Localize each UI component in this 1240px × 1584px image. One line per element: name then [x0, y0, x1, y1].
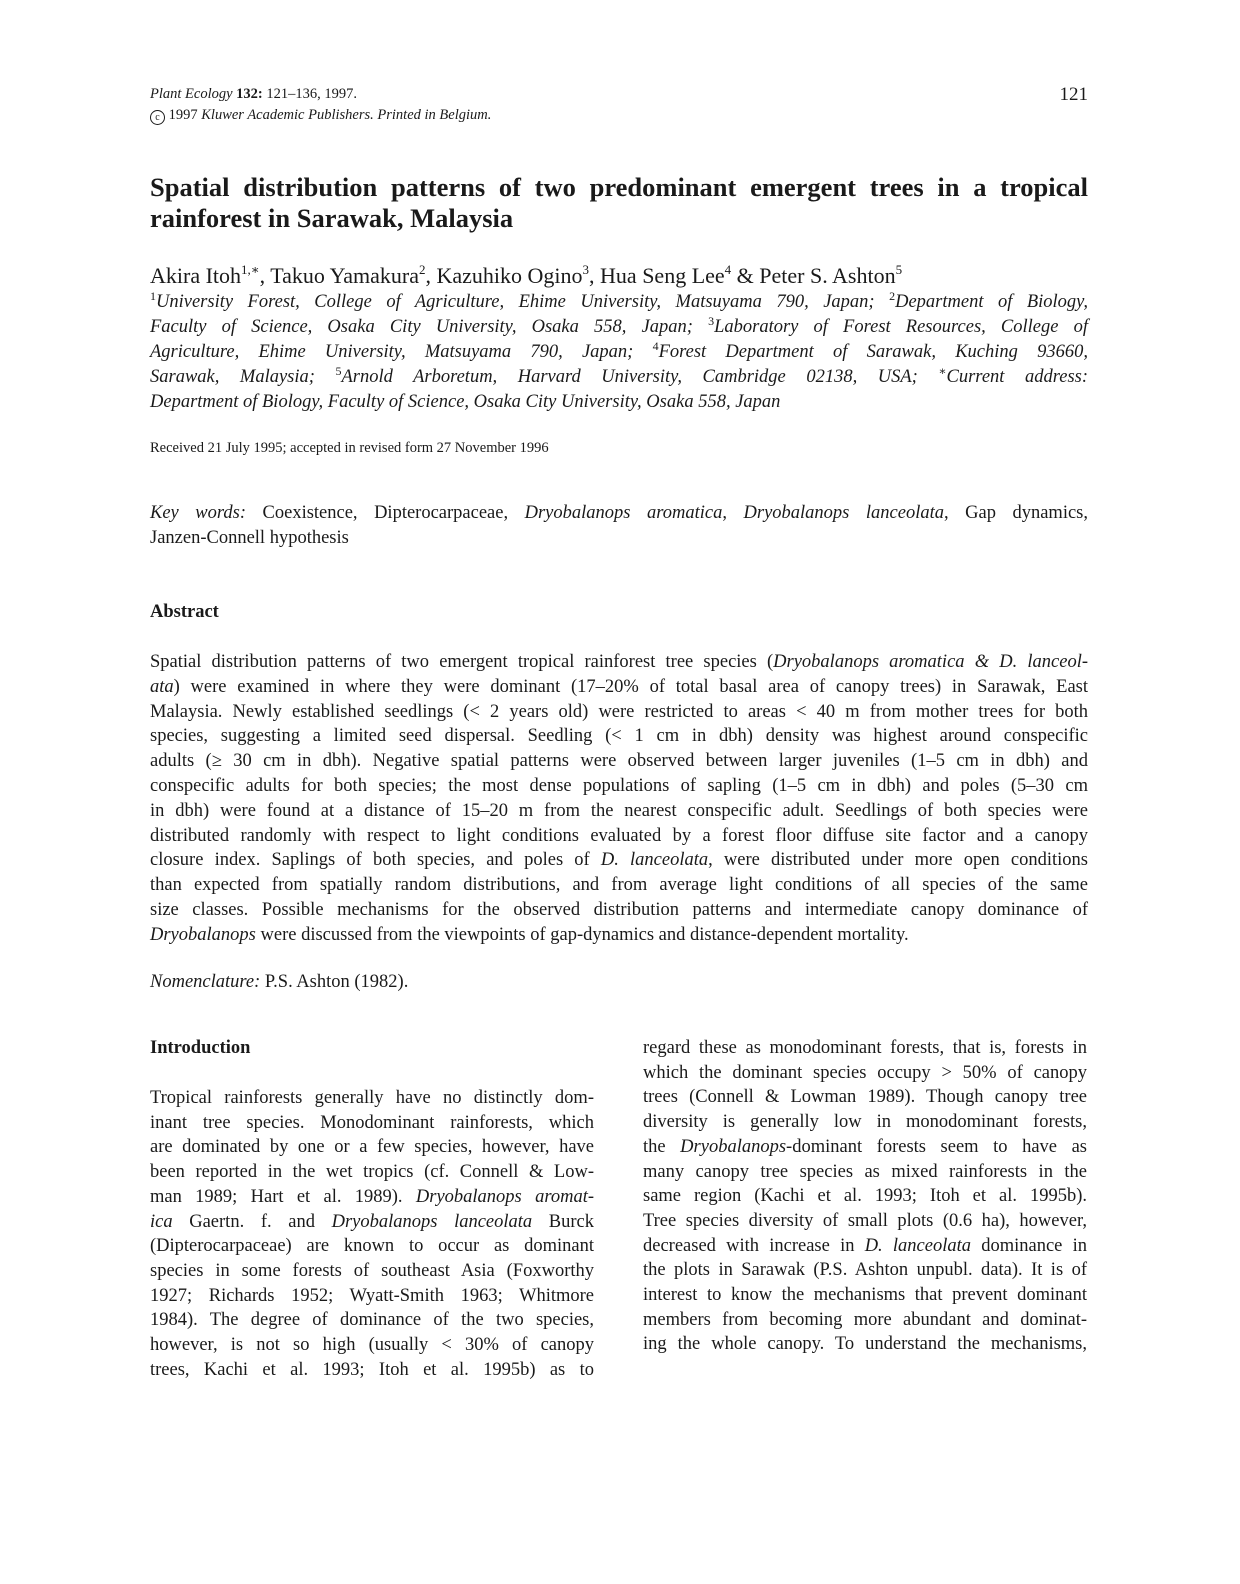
text-run: ata	[150, 676, 174, 697]
nomenclature-label: Nomenclature:	[150, 972, 261, 992]
text-run: dominance in	[971, 1235, 1087, 1256]
text-line	[150, 1259, 594, 1284]
text-run: 1984). The degree of dominance of the two species,	[150, 1310, 594, 1331]
text-line	[150, 315, 1088, 340]
text-run: trees (Connell & Lowman 1989). Though canopy tree	[643, 1087, 1087, 1108]
publisher: Kluwer Academic Publishers.	[201, 107, 374, 123]
introduction-heading: Introduction	[150, 1038, 251, 1058]
text-run: Dryobalanops aromatica & D. lanceol-	[773, 652, 1088, 672]
text-run: ing the whole canopy. To understand the mechanisms,	[643, 1334, 1087, 1355]
text-run: , Gap dynamics,	[943, 503, 1088, 523]
text-line	[150, 340, 1088, 365]
keywords-line	[150, 501, 1088, 526]
text-line	[643, 1036, 1087, 1061]
text-run: man 1989; Hart et al. 1989).	[150, 1186, 416, 1207]
text-line	[643, 1184, 1087, 1209]
text-run: inant tree species. Monodominant rainforests, which	[150, 1112, 594, 1133]
text-line	[643, 1332, 1087, 1357]
author-separator: ,	[589, 263, 601, 288]
text-run: been reported in the wet tropics (cf. Connell & Low-	[150, 1162, 594, 1183]
text-run: size classes. Possible mechanisms for the observed distribution patterns and intermediate canopy dominance of	[150, 899, 1088, 920]
title-line-1: Spatial distribution patterns of two predominant emergent trees in a tropical	[150, 172, 1088, 202]
text-run: Gaertn. f. and	[172, 1211, 332, 1232]
author-name: Akira Itoh	[150, 263, 242, 288]
author-name: Peter S. Ashton	[759, 263, 896, 288]
text-run: Agriculture, Ehime University, Matsuyama 790, Japan;	[150, 342, 653, 362]
text-run: Burck	[532, 1211, 594, 1232]
text-run: ∗	[938, 364, 947, 378]
text-line	[150, 1210, 594, 1235]
author-affiliation-mark: 1,∗	[241, 262, 260, 277]
text-line	[150, 724, 1088, 749]
text-line	[150, 1086, 594, 1111]
keywords-label: Key words:	[150, 503, 246, 523]
text-run: University Forest, College of Agriculture, Ehime University, Matsuyama 790, Japan;	[156, 292, 890, 312]
text-line	[150, 1284, 594, 1309]
text-line	[150, 898, 1088, 923]
text-run: 1	[150, 289, 156, 303]
text-line	[643, 1209, 1087, 1234]
text-run: 2	[889, 289, 896, 303]
text-line	[150, 700, 1088, 725]
text-run: species in some forests of southeast Asia (Foxworthy	[150, 1260, 594, 1281]
text-line	[150, 650, 1088, 675]
text-run: Janzen-Connell hypothesis	[150, 528, 349, 548]
journal-pages: 121–136, 1997.	[266, 86, 358, 102]
journal-volume: 132:	[236, 86, 263, 102]
copyright-year: 1997	[168, 107, 198, 123]
text-run: (Dipterocarpaceae) are known to occur as dominant	[150, 1236, 594, 1257]
text-run: conspecific adults for both species; the most dense populations of sapling (1–5 cm in dbh) and poles (5–30 cm	[150, 775, 1088, 796]
text-run: same region (Kachi et al. 1993; Itoh et al. 1995b).	[643, 1186, 1087, 1207]
text-line	[150, 1135, 594, 1160]
text-run: Department of Biology,	[895, 292, 1088, 312]
text-line	[150, 1111, 594, 1136]
text-run: Arnold Arboretum, Harvard University, Cambridge 02138, USA;	[341, 367, 939, 387]
copyright-line	[150, 105, 491, 126]
text-line	[150, 923, 1088, 948]
nomenclature	[150, 970, 408, 995]
text-line	[643, 1135, 1087, 1160]
journal-name: Plant Ecology	[150, 86, 233, 102]
text-run: ) were examined in where they were dominant (17–20% of total basal area of canopy trees) in Sarawak, East	[173, 676, 1088, 697]
text-run: trees, Kachi et al. 1993; Itoh et al. 1995b) as to	[150, 1359, 594, 1380]
text-line	[150, 1333, 594, 1358]
text-line	[150, 1185, 594, 1210]
text-line	[150, 774, 1088, 799]
affiliations	[150, 290, 1088, 415]
text-run: the plots in Sarawak (P.S. Ashton unpubl. data). It is of	[643, 1260, 1087, 1281]
text-run: Department of Biology, Faculty of Science, Osaka City University, Osaka 558, Japan	[150, 392, 781, 412]
text-run: 5	[335, 364, 342, 378]
text-line	[643, 1160, 1087, 1185]
text-run: Dryobalanops lanceolata	[331, 1211, 533, 1232]
text-run: Dryobalanops aromat-	[415, 1186, 594, 1207]
text-line	[643, 1308, 1087, 1333]
author-separator: ,	[425, 263, 437, 288]
text-line	[643, 1085, 1087, 1110]
text-run: D. lanceolata	[600, 850, 709, 871]
paper-title	[150, 172, 1088, 234]
journal-header	[150, 84, 491, 126]
text-line	[150, 390, 1088, 415]
received-date: Received 21 July 1995; accepted in revised form 27 November 1996	[150, 440, 549, 456]
author-name: Hua Seng Lee	[600, 263, 725, 288]
text-run: 4	[652, 339, 659, 353]
citation-line	[150, 84, 491, 105]
text-run: Tree species diversity of small plots (0.6 ha), however,	[643, 1210, 1087, 1231]
text-run: decreased with increase in	[643, 1235, 865, 1256]
text-run: interest to know the mechanisms that prevent dominant	[643, 1285, 1087, 1306]
text-run: Laboratory of Forest Resources, College of	[714, 317, 1088, 337]
text-run: ica	[150, 1211, 173, 1232]
abstract-heading: Abstract	[150, 602, 219, 622]
text-line	[150, 824, 1088, 849]
author-affiliation-mark: 2	[419, 262, 426, 277]
text-run: Current address:	[946, 367, 1088, 387]
text-line	[643, 1110, 1087, 1135]
text-line	[150, 1234, 594, 1259]
text-line	[150, 1308, 594, 1333]
copyright-icon: c	[150, 110, 165, 125]
text-run: Malaysia. Newly established seedlings (< 2 years old) were restricted to areas < 40 m from mother trees for both	[150, 701, 1088, 722]
text-run: the	[643, 1136, 681, 1157]
author-separator: ,	[259, 263, 271, 288]
text-line	[643, 1061, 1087, 1086]
text-line	[150, 1160, 594, 1185]
author-affiliation-mark: 5	[895, 262, 903, 277]
text-run: distributed randomly with respect to light conditions evaluated by a forest floor diffuse site factor and a canopy	[150, 825, 1088, 846]
text-run: ,	[722, 503, 744, 523]
text-line	[150, 749, 1088, 774]
text-run: -dominant forests seem to have as	[786, 1136, 1087, 1157]
text-run: Dryobalanops	[680, 1136, 787, 1157]
text-run: Forest Department of Sarawak, Kuching 93660,	[658, 342, 1088, 362]
introduction-column-right	[643, 1036, 1087, 1357]
title-line-2: rainforest in Sarawak, Malaysia	[150, 203, 514, 233]
text-run: Dryobalanops lanceolata	[743, 503, 944, 523]
text-run: than expected from spatially random distributions, and from average light conditions of all species of the same	[150, 875, 1088, 896]
text-run: Tropical rainforests generally have no distinctly dom-	[150, 1088, 594, 1108]
text-run: members from becoming more abundant and dominat-	[643, 1309, 1087, 1330]
text-line	[150, 799, 1088, 824]
text-run: closure index. Saplings of both species, and poles of	[150, 850, 601, 871]
text-line	[150, 365, 1088, 390]
text-run: , were distributed under more open conditions	[708, 850, 1089, 871]
text-run: adults (≥ 30 cm in dbh). Negative spatial patterns were observed between larger juveniles (1–5 cm in dbh) and	[150, 751, 1088, 772]
text-run: are dominated by one or a few species, however, have	[150, 1137, 594, 1158]
author-list	[150, 262, 1088, 290]
author-name: Kazuhiko Ogino	[436, 263, 583, 288]
text-run: Dryobalanops aromatica	[524, 503, 723, 523]
text-run: Dryobalanops	[150, 924, 256, 945]
text-line	[643, 1283, 1087, 1308]
text-run: Sarawak, Malaysia;	[150, 367, 336, 387]
text-line	[150, 873, 1088, 898]
author-affiliation-mark: 4	[724, 262, 732, 277]
text-run: D. lanceolata	[864, 1235, 971, 1256]
text-line	[150, 1358, 594, 1383]
introduction-column-left	[150, 1086, 594, 1382]
text-line	[150, 848, 1088, 873]
text-run: which the dominant species occupy > 50% of canopy	[643, 1062, 1087, 1083]
printed-in: Printed in Belgium.	[377, 107, 492, 123]
text-run: regard these as monodominant forests, that is, forests in	[643, 1038, 1087, 1058]
text-run: however, is not so high (usually < 30% of canopy	[150, 1335, 594, 1356]
text-run: in dbh) were found at a distance of 15–20 m from the nearest conspecific adult. Seedlings of both species were	[150, 800, 1088, 821]
nomenclature-text: P.S. Ashton (1982).	[260, 972, 409, 992]
text-run: 1927; Richards 1952; Wyatt-Smith 1963; Whitmore	[150, 1285, 594, 1306]
text-line	[643, 1234, 1087, 1259]
abstract-body	[150, 650, 1088, 948]
author-name: Takuo Yamakura	[270, 263, 420, 288]
text-line	[150, 675, 1088, 700]
author-separator: &	[731, 263, 760, 288]
text-run: Spatial distribution patterns of two emergent tropical rainforest tree species (	[150, 652, 774, 672]
author-affiliation-mark: 3	[582, 262, 590, 277]
keywords-line	[150, 526, 1088, 551]
page-number: 121	[1059, 84, 1088, 105]
text-run: were discussed from the viewpoints of gap-dynamics and distance-dependent mortality.	[255, 924, 909, 945]
text-run: 3	[708, 314, 715, 328]
keywords	[150, 501, 1088, 551]
text-run: Coexistence, Dipterocarpaceae,	[246, 503, 525, 523]
text-run: Faculty of Science, Osaka City University, Osaka 558, Japan;	[150, 317, 709, 337]
text-line	[150, 290, 1088, 315]
text-run: diversity is generally low in monodominant forests,	[643, 1112, 1087, 1133]
text-run: many canopy tree species as mixed rainforests in the	[643, 1161, 1087, 1182]
text-run: species, suggesting a limited seed dispersal. Seedling (< 1 cm in dbh) density was highest around conspecific	[150, 726, 1088, 747]
text-line	[643, 1258, 1087, 1283]
